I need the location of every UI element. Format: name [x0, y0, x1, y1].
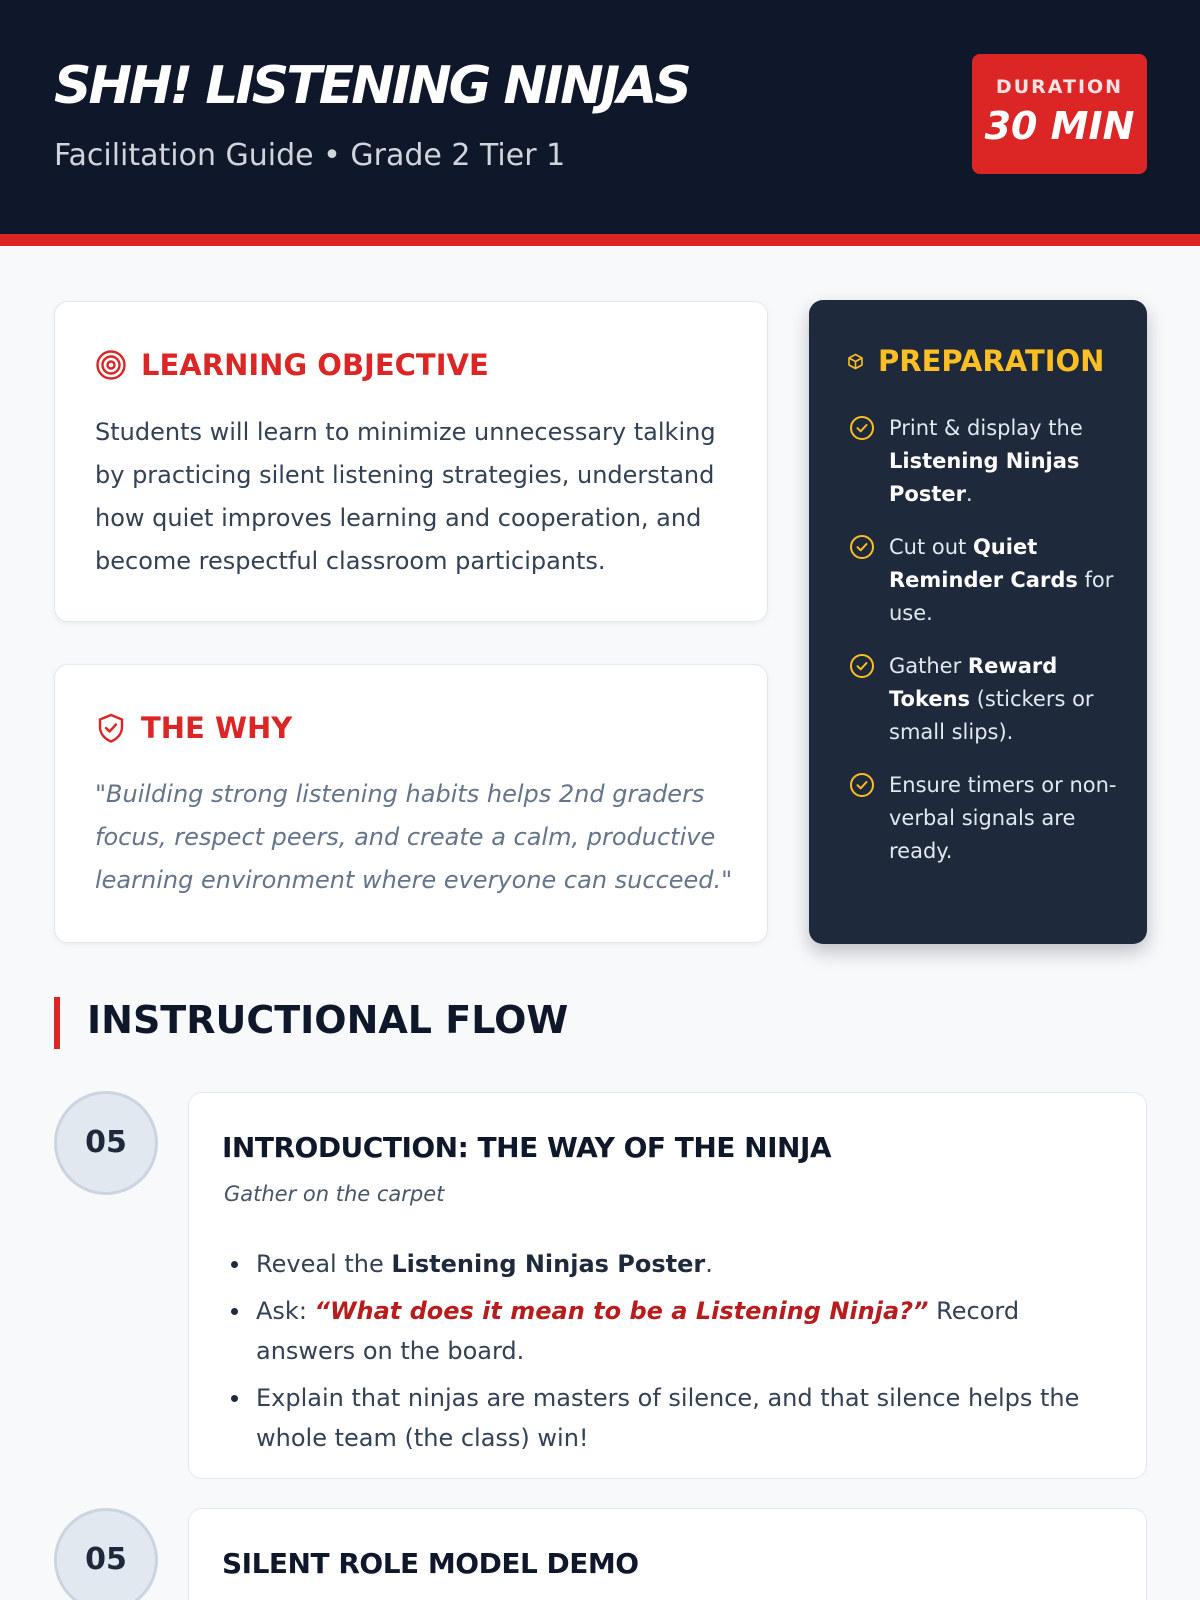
objective-text: Students will learn to minimize unnecessary talking by practicing silent listening strategies, understand how quiet improves learning and cooperation, and become respectful classroom participants.	[95, 418, 716, 575]
check-circle-icon	[849, 415, 875, 441]
prep-item-text: Print & display the Listening Ninjas Poster.	[889, 416, 1083, 506]
step-bullet: Reveal the Listening Ninjas Poster.	[224, 1244, 1114, 1284]
check-circle-icon	[849, 653, 875, 679]
prep-item	[849, 769, 1119, 868]
ask-question: “What does it mean to be a Listening Ninja?”	[314, 1297, 929, 1325]
step-title: SILENT ROLE MODEL DEMO	[222, 1547, 639, 1580]
step-card	[188, 1508, 1147, 1600]
step-bullet: Explain that ninjas are masters of silence, and that silence helps the whole team (the class) win!	[224, 1378, 1114, 1458]
step-number: 05	[54, 1091, 158, 1195]
section-accent-bar	[54, 997, 60, 1049]
why-card	[54, 664, 768, 943]
box-icon	[847, 353, 864, 370]
duration-badge	[972, 54, 1147, 174]
shield-check-icon	[95, 712, 127, 744]
prep-item	[849, 531, 1119, 630]
target-icon	[95, 349, 127, 381]
prep-item	[849, 412, 1119, 511]
page-title: SHH! LISTENING NINJAS	[54, 56, 689, 116]
page-subtitle: Facilitation Guide • Grade 2 Tier 1	[54, 138, 566, 173]
prep-item-text: Gather Reward Tokens (stickers or small slips).	[889, 654, 1094, 744]
step-subtitle: Gather on the carpet	[224, 1182, 445, 1206]
prep-item	[849, 650, 1119, 749]
preparation-title: PREPARATION	[878, 344, 1105, 378]
duration-value: 30 MIN	[984, 104, 1135, 148]
prep-item-text: Cut out Quiet Reminder Cards for use.	[889, 535, 1114, 625]
preparation-list	[849, 412, 1119, 888]
prep-item-text: Ensure timers or non-verbal signals are ready.	[889, 773, 1117, 863]
objective-header	[95, 348, 489, 382]
check-circle-icon	[849, 772, 875, 798]
header-divider	[0, 234, 1200, 246]
step-bullet: Ask: “What does it mean to be a Listening Ninja?” Record answers on the board.	[224, 1291, 1114, 1371]
check-circle-icon	[849, 534, 875, 560]
objective-card	[54, 301, 768, 622]
objective-title: LEARNING OBJECTIVE	[141, 348, 489, 382]
section-title: INSTRUCTIONAL FLOW	[87, 998, 569, 1042]
step-bullets	[224, 1244, 1114, 1465]
duration-label: DURATION	[995, 76, 1124, 98]
why-quote: "Building strong listening habits helps 2nd graders focus, respect peers, and create a calm, productive learning environment where everyone can succeed."	[95, 780, 733, 894]
why-header	[95, 711, 292, 745]
step-number: 05	[54, 1508, 158, 1600]
page-header	[0, 0, 1200, 234]
step-title: INTRODUCTION: THE WAY OF THE NINJA	[222, 1131, 832, 1164]
preparation-header	[847, 344, 1104, 378]
why-title: THE WHY	[141, 711, 293, 745]
preparation-panel	[809, 300, 1147, 944]
step-card	[188, 1092, 1147, 1479]
